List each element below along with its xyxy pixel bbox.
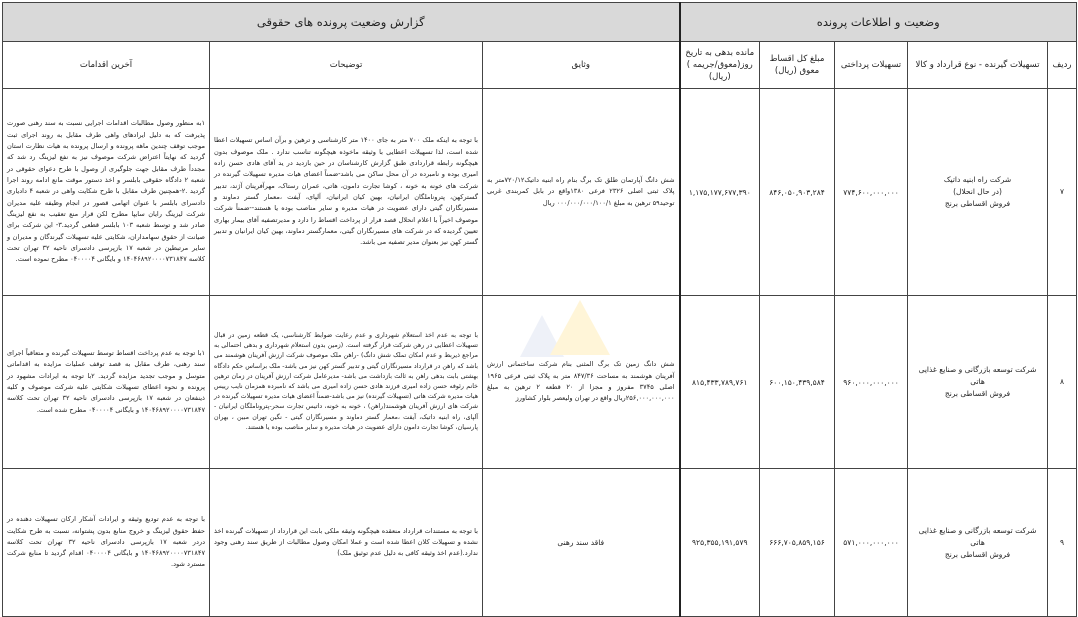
group-header-legal-report: گزارش وضعیت پرونده های حقوقی [3,3,680,42]
cell-paid-facilities: ۷۷۴,۶۰۰,۰۰۰,۰۰۰ [835,89,908,296]
borrower-name: شرکت توسعه بازرگانی و صنایع غذایی هاتی [918,365,1037,386]
table-row [3,469,1077,617]
cell-paid-facilities: ۵۷۱,۰۰۰,۰۰۰,۰۰۰ [835,469,908,617]
column-header-row-no: ردیف [1048,42,1077,89]
cell-outstanding-debt: ۹۲۵,۳۵۵,۱۹۱,۵۷۹ [680,469,760,617]
column-header-collateral: وثایق [483,42,680,89]
column-header-last-actions: آخرین اقدامات [3,42,210,89]
cell-paid-facilities: ۹۶۰,۰۰۰,۰۰۰,۰۰۰ [835,296,908,469]
column-header-overdue-installments: مبلغ کل اقساط معوق (ریال) [760,42,835,89]
contract-type: فروش اقساطی برنج [944,549,1011,559]
group-header-row [3,3,1077,42]
borrower-name: شرکت راه ابنیه داتیک [943,175,1012,184]
cell-borrower [908,469,1048,617]
cell-last-actions: ۱با توجه به عدم پرداخت اقساط توسط تسهیلات گیرنده و متعاقباً اجرای سند رهنی، طرف مقابل به قصد توقف عملیات مزایده به اقداماتی متوسل و موجب تجدید مزایده گردید. ۲با توجه به ایرادات مشهود در پرونده و نحوه اعطای تسهیلات شکایتی علیه شرکت موصوف و کلیه ذینفعان در شعبه ۱۷ بازپرسی دادسرای ناحیه ۳۲ تهران تحت کلاسه ۱۴۰۴۶۸۹۲۰۰۰۰۷۳۱۸۴۷ و بایگانی ۰۴۰۰۰۰۴ مطرح شده است. [3,296,210,469]
cell-overdue-installments: ۸۴۶,۰۵۰,۹۰۳,۲۸۴ [760,89,835,296]
cell-descriptions: با توجه به عدم اخذ استعلام شهرداری و عدم رعایت ضوابط کارشناسی، یک قطعه زمین در قبال تسهیلات اعطایی در رهن شرکت قرار گرفته است. (زمین بدون استعلام شهرداری و بدهی احتمالی به مراجع ذیربط و عدم امکان تملک شش دانگ) -راهن ملک موصوف شرکت ارزش آفرینان هوشمند می باشد که راهن در قرارداد مسیرنگاران گیتی و تدبیر گستر کهن نیز می باشد- ملک براساس حکم دادگاه بهشتی بابت بدهی راهن به ثالث بازداشت می باشد- مدیرعامل شرکت ارزش آفرینان در زمان ترهین خانم رئوفه حسن زاده امیری فرزند هادی حسن زاده امیری می باشد که نامبرده همزمان نایب رییس هیات مدیره شرکت هاتی (تسهیلات گیرنده) نیز می باشد-ضمناً اعضای هیات مدیره تسهیلات گیرنده در شرکت های ارزش آفرینان هوشمند(راهن) ، خونه به خونه، داتیس تجارت سحر-پتروناملگان ایرانیان - آلپای، راه ابنیه داتیک، آیفت ،معمار گستر دماوند و مسیرنگاران گیتی - نگین تهران مبین ، بهران پارسیان، کوشا تجارت دامون دارای عضویت در هیات مدیره و سایر مناصب بوده یا هستند. [210,296,483,469]
cell-borrower [908,89,1048,296]
contract-type: فروش اقساطی برنج [944,389,1011,398]
cell-row-no: ۸ [1048,296,1077,469]
contract-type: فروش اقساطی برنج [944,199,1011,208]
cell-collateral: شش دانگ زمین تک برگ المثنی بنام شرکت ساختمانی ارزش آفرینان هوشمند به مساحت ۸۴۷/۳۶ متر به پلاک ثبتی فرعی ۱۹۶۵ اصلی ۳۷۴۵ مفروز و مجزا از ۲۰ قطعه ۲ ترهین به مبلغ ۲۵۶,۰۰۰,۰۰۰,۰۰۰ریال واقع در تهران ولیعصر بلوار کشاورز [483,296,680,469]
borrower-name: شرکت توسعه بازرگانی و صنایع غذایی هاتی [918,525,1037,547]
cell-row-no: ۹ [1048,469,1077,617]
cell-last-actions: ۱به منظور وصول مطالبات اقدامات اجرایی نسبت به سند رهنی صورت پذیرفت که به دلیل ایرادهای واهی طرف مقابل به روند اجرای ثبت موجب توقف چندین ماهه پرونده و ارسال پرونده به هیات نظارت استان گردید که نهایتاً اعتراض شرکت موصوف نیز به نفع لیزینگ رد شد که مجدداً طرف مقابل جهت جلوگیری از وصول با طرح دعوای حقوقی در شعبه ۲ دادگاه حقوقی بابلسر و اخذ دستور موقت مانع ادامه روند اجرا گردید .۲-همچنین طرف مقابل با طرح شکایت واهی در شعبه ۴ دادیاری دادسرای بابلسر با عنوان اتهامی قصور در انجام وظیفه علیه مدیران شرکت لیزینگ رایان سایپا مطرح لکن قرار منع تعقیب به نفع لیزینگ صادر شد و توسط شعبه ۱۰۳ بابلسر قطعی گردید.۳- این شرکت برای صیانت از حقوق سهامداران، شکایتی علیه تسهیلات گیرندگان و مدیران و سایر مرتبطین در شعبه ۱۷ بازپرسی دادسرای ناحیه ۳۲ تهران تحت کلاسه ۱۴۰۴۶۸۹۲۰۰۰۰۷۳۱۸۴۷ و بایگانی ۰۴۰۰۰۰۴ مطرح نموده است. [3,89,210,296]
table-row [3,296,1077,469]
cell-last-actions: با توجه به عدم تودیع وثیقه و ایرادات آشکار ارکان تسهیلات دهنده در حفظ حقوق لیزینگ و خروج منابع بدون پشتوانه، نسبت به طرح شکایت دردر شعبه ۱۷ بازپرسی دادسرای ناحیه ۳۲ تهران تحت کلاسه ۱۴۰۴۶۸۹۲۰۰۰۰۷۳۱۸۴۷ و بایگانی ۰۴۰۰۰۰۴ اقدام گردید تا منابع شرکت مسترد شود. [3,469,210,617]
cell-collateral: شش دانگ آپارتمان طلق تک برگ بنام راه ابنیه داتیک۷۲۰/۱۲متر به پلاک ثبتی اصلی ۲۳۲۶ فرعی ۱۳۸۰واقع در بابل کمربندی غربی توحید۵۹ ترهین به مبلغ ۰۰۰/۰۰۰/۰۰۰/۱۰۰/۱ ریال [483,89,680,296]
group-header-file-info: وضعیت و اطلاعات پرونده [680,3,1077,42]
column-header-descriptions: توضیحات [210,42,483,89]
legal-status-report-table [2,2,1077,617]
cell-borrower [908,296,1048,469]
column-header-paid-facilities: تسهیلات پرداختی [835,42,908,89]
cell-descriptions: با توجه به اینکه ملک ۷۰۰ متر به جای ۱۴۰۰ متر کارشناسی و ترهین و برآن اساس تسهیلات اعطا شده است، لذا تسهیلات اعطایی با وثیقه ماخوذه هیچگونه تناسب ندارد . ملک موصوف بدون هیچگونه رابطه قراردادی طبق گزارش کارشناسان در حین بازدید در ید آقای هادی حسن زاده امیری بوده و نامبرده در آن محل ساکن می باشد-ضمناً اعضای هیات مدیره تسهیلات گیرنده در شرکت های خونه به خونه ، کوشا تجارت دامون، هاتی، عمران رستاک، مهرآفرینان آژند، تدبیر گسترکهن، پتروناملگان ایرانیان، بهین کیان ایرانیان، آلپای، آیفت ،معمار گستر دماوند و مسیرنگاران گیتی دارای عضویت در هیات مدیره و سایر مناصب بوده یا هستند--ضمناً شرکت موصوف اخیراً با اعلام انحلال قصد فرار از پرداخت اقساط را دارد و مدیرتصفیه آقای بیمار بهاری تعیین گردیده که در شرکت های مسیرنگاران گیتی، معمارگستر دماوند، بهین کیان ایرانیان و تدبیر گستر کهن نیز بعنوان مدیر تصفیه می باشد. [210,89,483,296]
cell-outstanding-debt: ۸۱۵,۴۳۳,۷۸۹,۷۶۱ [680,296,760,469]
cell-overdue-installments: ۶۶۶,۷۰۵,۸۵۹,۱۵۶ [760,469,835,617]
cell-outstanding-debt: ۱,۱۷۵,۱۷۷,۶۷۷,۳۹۰ [680,89,760,296]
table-row [3,89,1077,296]
borrower-status: (در حال انحلال) [953,187,1002,196]
column-header-row [3,42,1077,89]
cell-collateral: فاقد سند رهنی [483,469,680,617]
cell-descriptions: با توجه به مستندات قرارداد منعقده هیچگونه وثیقه ملکی بابت این قرارداد از تسهیلات گیرنده اخذ نشده و تسهیلات کلان اعطا شده است و عملا امکان وصول مطالبات از طریق سند رهنی وجود ندارد.(عدم اخذ وثیقه کافی به دلیل عدم توثیق ملک) [210,469,483,617]
cell-row-no: ۷ [1048,89,1077,296]
cell-overdue-installments: ۶۰۰,۱۵۰,۴۳۹,۵۸۴ [760,296,835,469]
column-header-outstanding-debt: مانده بدهی به تاریخ روز(معوق/جریمه ) (ریال) [680,42,760,89]
column-header-borrower: تسهیلات گیرنده - نوع قرارداد و کالا [908,42,1048,89]
